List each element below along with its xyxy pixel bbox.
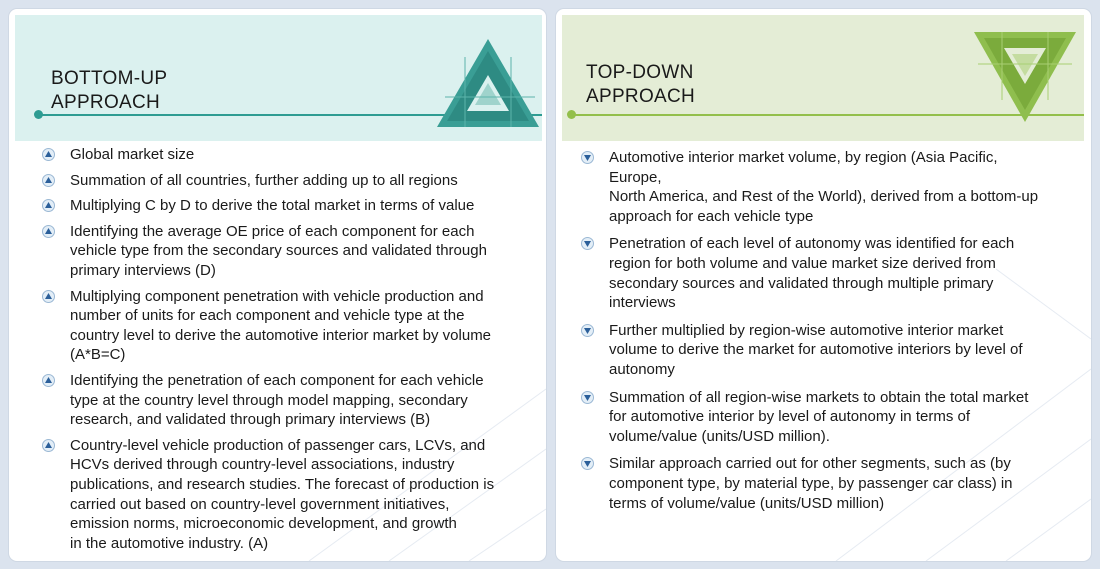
list-item: Identifying the average OE price of each component for each vehicle type from the secondary sources and validated through primary interviews (D) — [42, 222, 522, 281]
triangle-up-icon — [435, 37, 541, 129]
bottom-up-title: BOTTOM-UP APPROACH — [51, 68, 168, 113]
top-down-list — [581, 148, 1051, 521]
bottom-up-list — [42, 145, 522, 559]
list-item: Multiplying C by D to derive the total market in terms of value — [42, 196, 522, 216]
top-down-panel — [556, 9, 1091, 561]
list-item: Further multiplied by region-wise automotive interior market volume to derive the market for automotive interiors by level of autonomy — [581, 321, 1051, 380]
arrow-up-icon — [42, 439, 55, 452]
arrow-up-icon — [42, 174, 55, 187]
arrow-up-icon — [42, 225, 55, 238]
list-item: Automotive interior market volume, by region (Asia Pacific, Europe, North America, and Rest of the World), derived from a bottom-up approach for each vehicle type — [581, 148, 1051, 226]
arrow-up-icon — [42, 374, 55, 387]
bottom-up-panel — [9, 9, 546, 561]
bottom-up-header — [15, 15, 542, 141]
arrow-down-icon — [581, 457, 594, 470]
list-item: Summation of all region-wise markets to obtain the total market for automotive interior by level of autonomy in terms of volume/value (units/USD million). — [581, 388, 1051, 447]
rule-dot — [34, 110, 43, 119]
list-item: Identifying the penetration of each component for each vehicle type at the country level through model mapping, secondary research, and validated through primary interviews (B) — [42, 371, 522, 430]
list-item: Penetration of each level of autonomy was identified for each region for both volume and value market size derived from secondary sources and validated through multiple primary interviews — [581, 234, 1051, 312]
arrow-up-icon — [42, 290, 55, 303]
arrow-down-icon — [581, 237, 594, 250]
arrow-up-icon — [42, 148, 55, 161]
top-down-header — [562, 15, 1084, 141]
arrow-up-icon — [42, 199, 55, 212]
list-item: Global market size — [42, 145, 522, 165]
list-item: Country-level vehicle production of passenger cars, LCVs, and HCVs derived through country-level associations, industry publications, and research studies. The forecast of production is carried out based on country-level government initiatives, emission norms, microeconomic development, and growth in the automotive industry. (A) — [42, 436, 522, 554]
list-item: Summation of all countries, further adding up to all regions — [42, 171, 522, 191]
triangle-down-icon — [972, 30, 1078, 124]
top-down-title: TOP-DOWN APPROACH — [586, 62, 696, 107]
arrow-down-icon — [581, 324, 594, 337]
list-item: Similar approach carried out for other segments, such as (by component type, by material type, by passenger car class) in terms of volume/value (units/USD million) — [581, 454, 1051, 513]
list-item: Multiplying component penetration with vehicle production and number of units for each component and vehicle type at the country level to derive the automotive interior market by volume (A*B=C) — [42, 287, 522, 365]
rule-dot — [567, 110, 576, 119]
arrow-down-icon — [581, 391, 594, 404]
arrow-down-icon — [581, 151, 594, 164]
